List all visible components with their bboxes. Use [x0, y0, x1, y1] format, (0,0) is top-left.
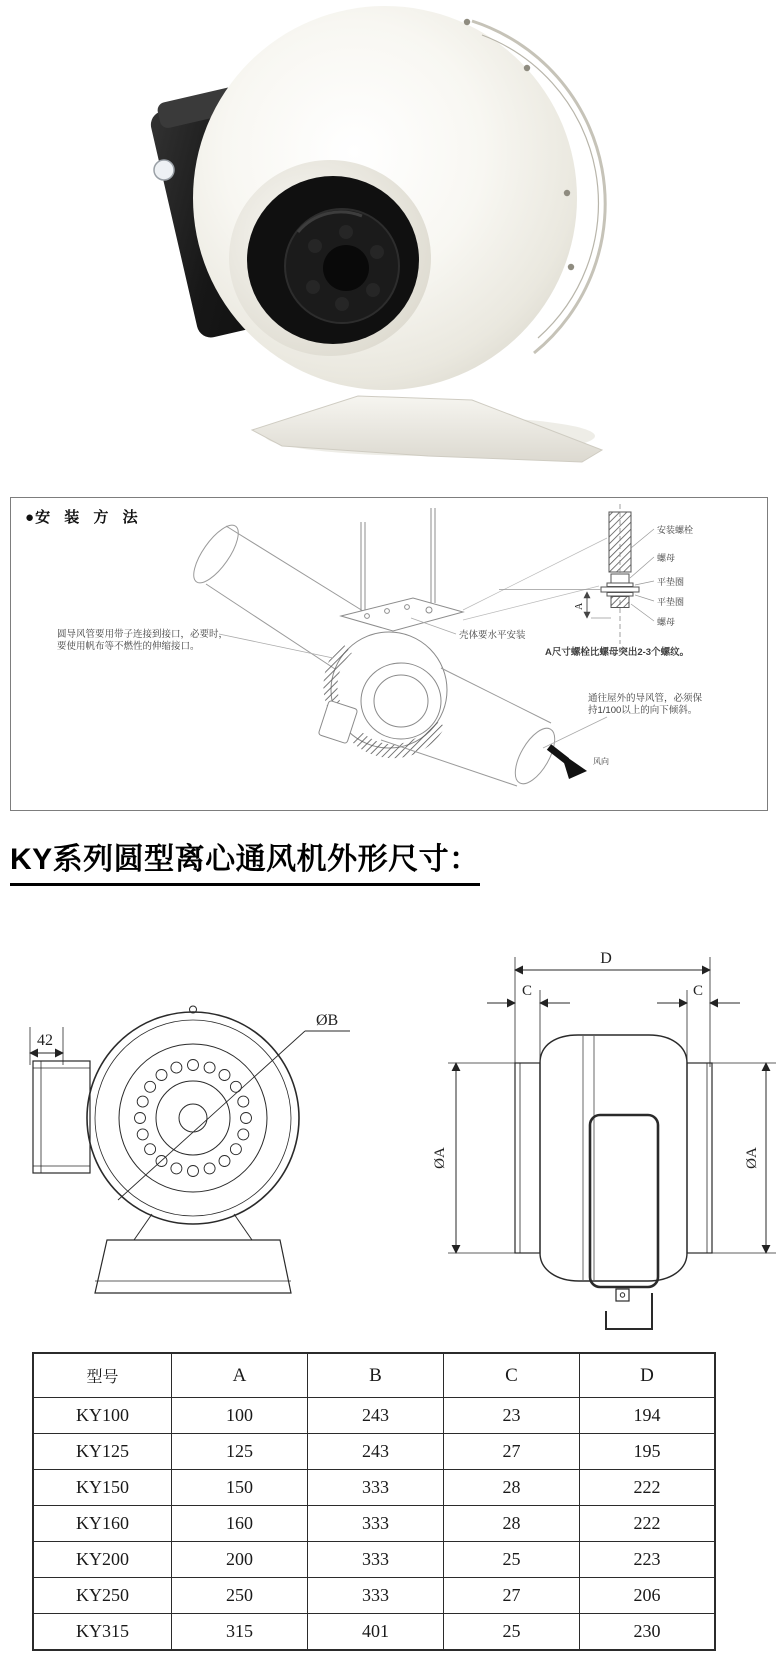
dimension-cell: 28: [444, 1506, 580, 1542]
header-b: B: [308, 1353, 444, 1398]
label-leader: [631, 604, 654, 621]
dimension-cell: 150: [172, 1470, 308, 1506]
duct-connection-note-line2: 要使用帆布等不燃性的伸缩接口。: [57, 641, 200, 652]
table-row: [33, 1542, 715, 1578]
dimension-cell: 27: [444, 1578, 580, 1614]
dimension-cell: 28: [444, 1470, 580, 1506]
bolt-label-4: 螺母: [657, 617, 676, 627]
table-row: [33, 1578, 715, 1614]
mounting-plate: [341, 598, 463, 631]
shell-screw: [524, 65, 530, 71]
dim-a-letter: A: [574, 602, 585, 610]
dimension-table: [32, 1352, 716, 1651]
dimensions-heading: KY系列圆型离心通风机外形尺寸：: [10, 843, 480, 886]
table-row: [33, 1614, 715, 1651]
dimension-cell: 194: [580, 1398, 716, 1434]
dimension-table-body: [33, 1398, 715, 1651]
dimension-cell: 333: [308, 1470, 444, 1506]
dimension-cell: 243: [308, 1434, 444, 1470]
fan-body: [318, 632, 447, 751]
product-photo: [130, 0, 640, 470]
dimension-cell: 25: [444, 1614, 580, 1651]
dimension-cell: 223: [580, 1542, 716, 1578]
dimension-cell: 160: [172, 1506, 308, 1542]
header-model: 型号: [33, 1353, 172, 1398]
front-dim-b: ØB: [316, 1012, 339, 1029]
label-leader: [635, 581, 654, 585]
impeller-hub: [323, 245, 369, 291]
dimension-cell: 230: [580, 1614, 716, 1651]
bolt-detail: [499, 504, 693, 644]
dimension-drawings: [0, 895, 779, 1345]
installation-section: [10, 497, 768, 811]
header-c: C: [444, 1353, 580, 1398]
duct-connection-note-line1: 圆导风管要用带子连接到接口，必要时，: [57, 629, 229, 640]
outdoor-duct-note-line1: 通往屋外的导风管，必须保: [588, 693, 703, 704]
dimension-cell: 23: [444, 1398, 580, 1434]
shell-screw: [564, 190, 570, 196]
bolt-circle: [135, 1060, 252, 1177]
header-a: A: [172, 1353, 308, 1398]
table-row: [33, 1434, 715, 1470]
bolt-label-1: 螺母: [657, 553, 676, 563]
dimension-cell: 100: [172, 1398, 308, 1434]
model-cell: KY200: [33, 1542, 172, 1578]
model-cell: KY315: [33, 1614, 172, 1651]
label-leader: [631, 529, 654, 548]
dimension-cell: 250: [172, 1578, 308, 1614]
dimension-cell: 25: [444, 1542, 580, 1578]
wind-direction-label: 风向: [593, 757, 609, 766]
header-d: D: [580, 1353, 716, 1398]
outdoor-duct-note-line2: 持1/100以上的向下倾斜。: [588, 705, 698, 716]
model-cell: KY100: [33, 1398, 172, 1434]
table-header-row: [33, 1353, 715, 1398]
table-row: [33, 1506, 715, 1542]
installation-diagram: [11, 498, 767, 810]
label-leader: [635, 595, 654, 601]
side-dim-c-left: C: [521, 983, 533, 999]
side-view: [448, 957, 776, 1329]
dimension-cell: 125: [172, 1434, 308, 1470]
side-dim-a-left: ØA: [432, 1147, 448, 1169]
bolt-protrusion-note: A尺寸螺栓比螺母突出2-3个螺纹。: [545, 647, 690, 658]
wind-direction-arrow: [549, 747, 587, 779]
installation-title-text: 安 装 方 法: [35, 509, 143, 526]
level-install-note: 壳体要水平安装: [459, 630, 526, 641]
dimension-cell: 333: [308, 1542, 444, 1578]
dimension-cell: 333: [308, 1506, 444, 1542]
dimension-cell: 401: [308, 1614, 444, 1651]
bolt-label-2: 平垫圈: [657, 577, 685, 587]
cable-gland: [154, 160, 174, 180]
table-row: [33, 1470, 715, 1506]
shell-screw: [464, 19, 470, 25]
dimension-cell: 27: [444, 1434, 580, 1470]
model-cell: KY250: [33, 1578, 172, 1614]
bolt-label-0: 安装螺栓: [657, 525, 694, 535]
model-cell: KY150: [33, 1470, 172, 1506]
upper-duct: [186, 519, 363, 669]
model-cell: KY125: [33, 1434, 172, 1470]
leader-line: [543, 717, 607, 748]
detail-leader: [463, 538, 607, 610]
label-leader: [630, 557, 654, 578]
shell-screw: [568, 264, 574, 270]
table-row: [33, 1398, 715, 1434]
dimension-cell: 195: [580, 1434, 716, 1470]
leader-line: [219, 634, 333, 658]
dimension-cell: 315: [172, 1614, 308, 1651]
side-dim-a-right: ØA: [744, 1147, 760, 1169]
front-dim-42: 42: [37, 1032, 53, 1049]
side-dim-c-right: C: [692, 983, 704, 999]
dimension-cell: 206: [580, 1578, 716, 1614]
model-cell: KY160: [33, 1506, 172, 1542]
bullet-icon: ●: [25, 509, 36, 526]
front-view: [30, 1006, 350, 1293]
dimension-cell: 222: [580, 1470, 716, 1506]
dimension-cell: 200: [172, 1542, 308, 1578]
side-dim-d: D: [600, 950, 612, 967]
dimension-cell: 333: [308, 1578, 444, 1614]
dimension-cell: 222: [580, 1506, 716, 1542]
dimension-cell: 243: [308, 1398, 444, 1434]
bolt-label-3: 平垫圈: [657, 597, 685, 607]
